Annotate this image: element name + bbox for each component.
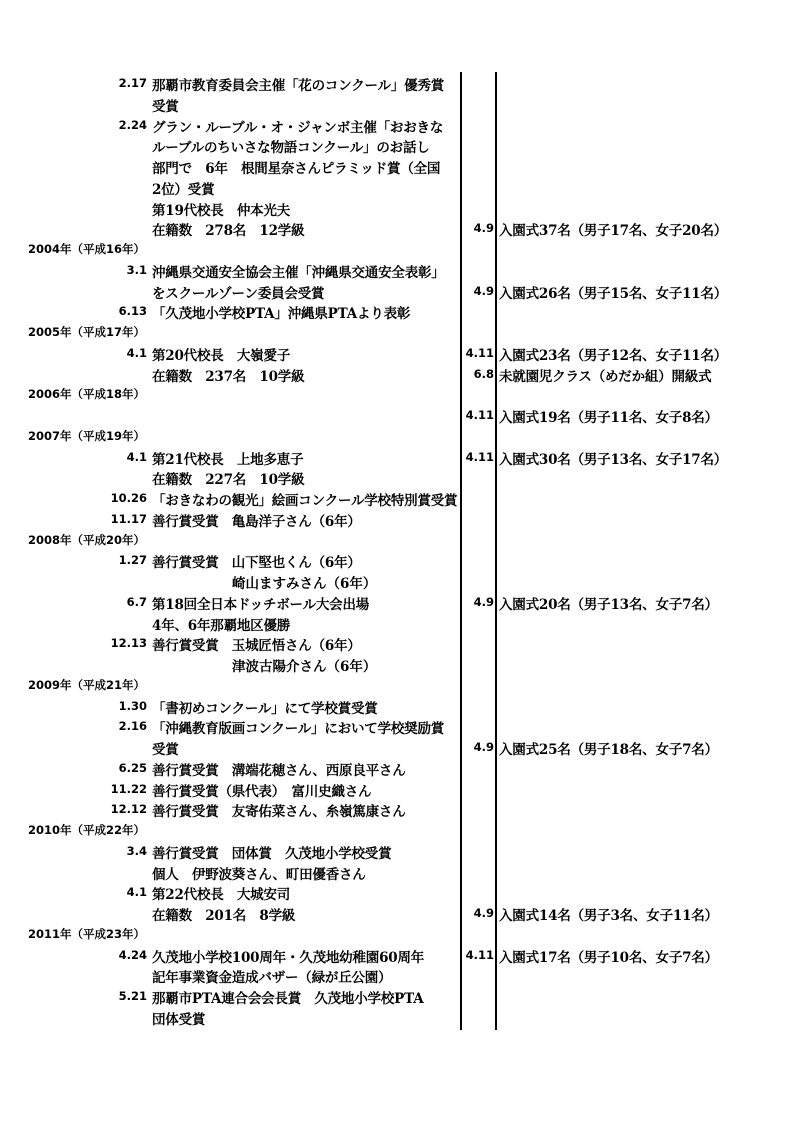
school-event: 那覇市教育委員会主催「花のコンクール」優秀賞 (152, 78, 445, 94)
history-row (0, 903, 794, 923)
year-header-row (0, 530, 794, 550)
kindergarten-date: 4.9 (473, 594, 494, 609)
history-row (0, 945, 794, 965)
history-row (0, 198, 794, 218)
school-date: 12.12 (110, 802, 147, 817)
school-date: 4.1 (126, 885, 147, 900)
year-header-row (0, 924, 794, 944)
school-date: 2.17 (118, 76, 147, 90)
history-row (0, 405, 794, 425)
school-event-continuation: 津波古陽介さん（6年） (232, 659, 377, 675)
school-date: 6.25 (118, 760, 147, 775)
history-row (0, 364, 794, 384)
school-date: 4.1 (126, 345, 147, 360)
school-event: 「沖縄教育版画コンクール」において学校奨励賞 (152, 721, 445, 738)
school-event: 2位）受賞 (152, 181, 215, 198)
year-label: 2008年（平成20年） (28, 532, 146, 547)
history-row (0, 447, 794, 467)
kindergarten-date: 4.9 (473, 221, 494, 236)
school-event: 沖縄県交通安全協会主催「沖縄県交通安全表彰」 (152, 264, 445, 281)
school-date: 11.22 (110, 781, 147, 796)
school-event: 第19代校長 仲本光夫 (152, 202, 291, 219)
kindergarten-date: 4.11 (465, 449, 494, 464)
school-event: 団体受賞 (152, 1011, 206, 1028)
year-label: 2010年（平成22年） (28, 823, 146, 837)
school-event: 「おきなわの観光」絵画コンクール学校特別賞受賞 (152, 493, 458, 509)
school-event: 個人 伊野波葵さん、町田優香さん (152, 866, 366, 883)
year-header-row (0, 239, 794, 259)
kindergarten-event: 入園式23名（男子12名、女子11名） (499, 347, 728, 364)
history-row (0, 73, 794, 93)
kindergarten-date: 6.8 (473, 366, 494, 381)
history-row (0, 94, 794, 114)
school-date: 4.24 (118, 947, 147, 962)
year-label: 2007年（平成19年） (28, 428, 146, 443)
kindergarten-event: 入園式20名（男子13名、女子7名） (499, 596, 718, 613)
school-event: 善行賞受賞 友寄佑菜さん、糸嶺篤康さん (152, 804, 406, 821)
history-row (0, 571, 794, 591)
school-date: 12.13 (110, 636, 147, 651)
school-event: 善行賞受賞 団体賞 久茂地小学校受賞 (152, 845, 392, 862)
school-event: 第21代校長 上地多恵子 (152, 451, 304, 468)
history-row (0, 281, 794, 301)
school-event: 在籍数 227名 10学級 (152, 472, 305, 489)
year-header-row (0, 384, 794, 404)
kindergarten-event: 入園式37名（男子17名、女子20名） (499, 223, 728, 240)
school-event: 記年事業資金造成バザー（緑が丘公園） (152, 970, 392, 987)
year-label: 2009年（平成21年） (28, 677, 146, 692)
history-row (0, 592, 794, 612)
school-date: 3.1 (126, 262, 147, 277)
school-date: 10.26 (110, 491, 147, 505)
kindergarten-date: 4.11 (465, 345, 494, 360)
history-row (0, 218, 794, 238)
year-header-row (0, 322, 794, 342)
school-event: 在籍数 237名 10学級 (152, 368, 305, 385)
kindergarten-date: 4.9 (473, 906, 494, 920)
year-label: 2011年（平成23年） (28, 926, 146, 941)
school-date: 2.16 (118, 719, 147, 734)
school-event: ルーブルのちいさな物語コンクール」のお話し (152, 140, 430, 157)
history-row (0, 613, 794, 633)
history-row (0, 115, 794, 135)
year-header-row (0, 426, 794, 446)
history-row (0, 156, 794, 176)
school-event: 善行賞受賞（県代表） 富川史織さん (152, 783, 372, 800)
kindergarten-date: 4.9 (473, 283, 494, 298)
history-row (0, 986, 794, 1006)
school-event: 「書初めコンクール」にて学校賞受賞 (152, 700, 378, 717)
school-event: 部門で 6年 根間星奈さんピラミッド賞（全国 (152, 161, 441, 177)
school-date: 11.17 (110, 511, 147, 526)
school-event: 4年、6年那覇地区優勝 (152, 617, 291, 634)
history-row (0, 1007, 794, 1027)
school-date: 6.13 (118, 304, 147, 319)
year-label: 2005年（平成17年） (28, 325, 146, 339)
school-event: 善行賞受賞 山下堅也くん（6年） (152, 555, 361, 572)
school-event: 第18回全日本ドッチボール大会出場 (152, 596, 370, 613)
history-row (0, 696, 794, 716)
history-row (0, 882, 794, 902)
kindergarten-event: 入園式26名（男子15名、女子11名） (499, 285, 728, 302)
school-event: をスクールゾーン委員会受賞 (152, 285, 325, 302)
history-row (0, 488, 794, 508)
kindergarten-date: 4.11 (465, 947, 494, 962)
year-header-row (0, 675, 794, 695)
kindergarten-date: 4.9 (473, 740, 494, 754)
history-row (0, 301, 794, 321)
school-date: 4.1 (126, 449, 147, 464)
history-row (0, 862, 794, 882)
history-row (0, 260, 794, 280)
history-row (0, 758, 794, 778)
history-row (0, 779, 794, 799)
year-header-row (0, 820, 794, 840)
history-row (0, 467, 794, 487)
history-row (0, 716, 794, 736)
school-event: 在籍数 278名 12学級 (152, 223, 305, 240)
kindergarten-date: 4.11 (465, 408, 494, 422)
school-event: 那覇市PTA連合会会長賞 久茂地小学校PTA (152, 991, 424, 1007)
school-event: グラン・ルーブル・オ・ジャンボ主催「おおきな (152, 119, 444, 136)
history-row (0, 343, 794, 363)
year-label: 2004年（平成16年） (28, 242, 146, 256)
school-event: 第20代校長 大嶺愛子 (152, 347, 291, 364)
school-event: 第22代校長 大城安司 (152, 887, 291, 904)
history-row (0, 509, 794, 529)
school-event: 在籍数 201名 8学級 (152, 908, 296, 924)
school-event: 受賞 (152, 742, 179, 758)
school-event: 受賞 (152, 98, 179, 115)
kindergarten-event: 入園式30名（男子13名、女子17名） (499, 451, 728, 468)
kindergarten-event: 入園式25名（男子18名、女子7名） (499, 742, 718, 758)
school-event-continuation: 崎山ますみさん（6年） (232, 576, 377, 592)
school-date: 1.30 (118, 698, 147, 713)
history-row (0, 737, 794, 757)
school-event: 「久茂地小学校PTA」沖縄県PTAより表彰 (152, 306, 411, 323)
history-row (0, 965, 794, 985)
history-row (0, 177, 794, 197)
kindergarten-event: 入園式19名（男子11名、女子8名） (499, 410, 718, 426)
kindergarten-event: 入園式17名（男子10名、女子7名） (499, 949, 718, 966)
history-row (0, 135, 794, 155)
history-row (0, 550, 794, 570)
kindergarten-event: 入園式14名（男子3名、女子11名） (499, 908, 718, 924)
history-row (0, 633, 794, 653)
school-event: 善行賞受賞 玉城匠悟さん（6年） (152, 638, 361, 655)
school-event: 久茂地小学校100周年・久茂地幼稚園60周年 (152, 949, 425, 966)
school-event: 善行賞受賞 亀島洋子さん（6年） (152, 513, 361, 530)
school-date: 2.24 (118, 117, 147, 132)
school-date: 5.21 (118, 989, 147, 1003)
kindergarten-event: 未就園児クラス（めだか組）開級式 (499, 368, 712, 385)
school-event: 善行賞受賞 溝端花穂さん、西原良平さん (152, 762, 406, 779)
school-date: 6.7 (126, 594, 147, 609)
year-label: 2006年（平成18年） (28, 387, 146, 402)
history-row (0, 841, 794, 861)
history-row (0, 799, 794, 819)
school-date: 3.4 (126, 843, 147, 858)
school-date: 1.27 (118, 553, 147, 568)
history-row (0, 654, 794, 674)
